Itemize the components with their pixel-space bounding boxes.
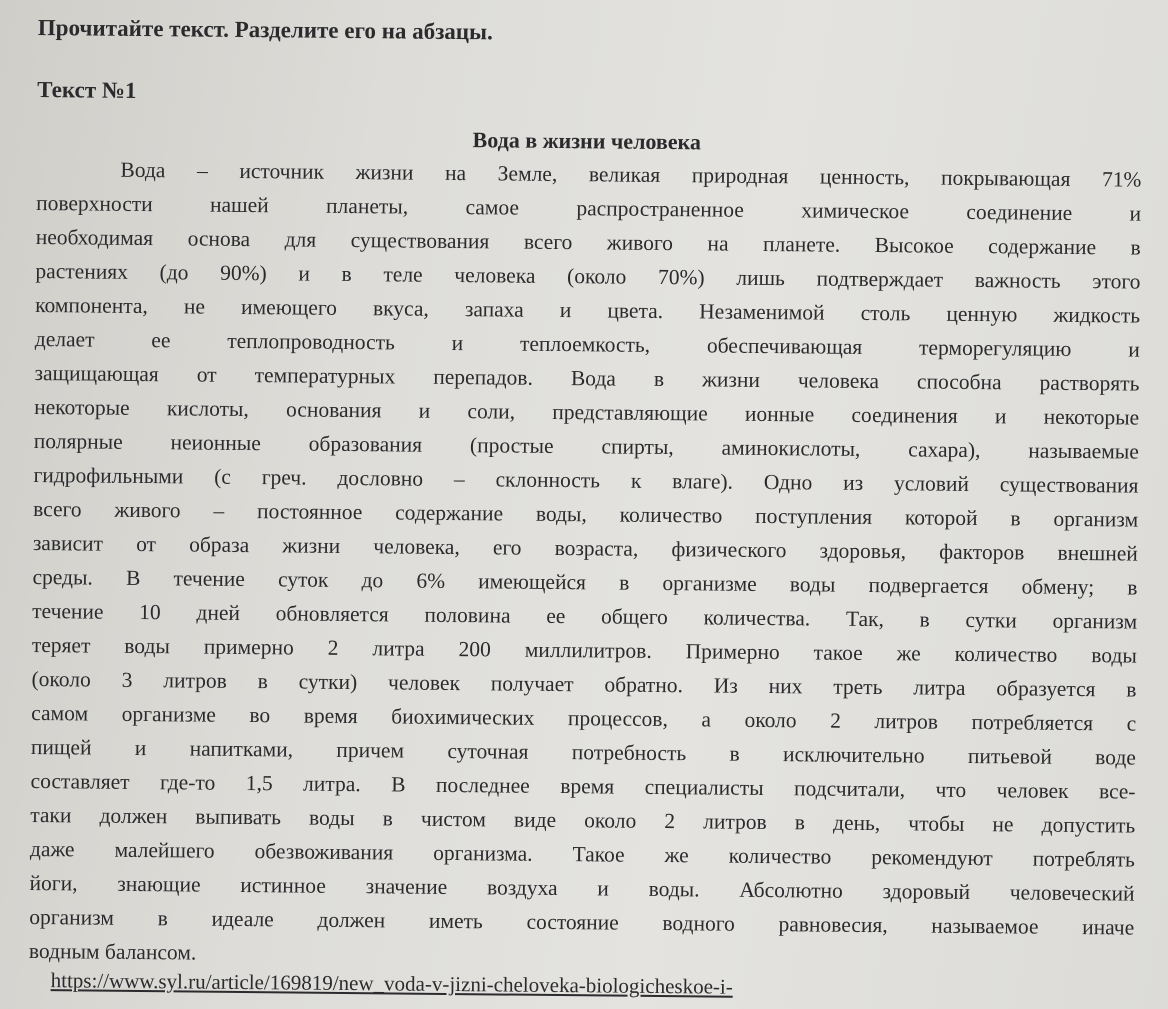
text-line: гидрофильными (с греч. дословно – склонность к влаге). Одно из условий существования [33, 462, 1139, 498]
text-line: Вода – источник жизни на Земле, великая природная ценность, покрывающая 71% [120, 157, 1142, 192]
text-number-label: Текст №1 [37, 76, 137, 103]
text-line: делает ее теплопроводность и теплоемкость, обеспечивающая терморегуляцию и [34, 326, 1140, 362]
document-page [28, 10, 1143, 999]
text-line: самом организме во время биохимических процессов, а около 2 литров потребляется с [31, 700, 1137, 736]
text-line: организм в идеале должен иметь состояние водного равновесия, называемое иначе [29, 904, 1135, 940]
text-line: всего живого – постоянное содержание воды, количество поступления которой в организм [33, 496, 1139, 532]
source-link[interactable]: https://www.syl.ru/article/169819/new_voda-v-jizni-cheloveka-biologicheskoe-i- [50, 968, 733, 999]
text-line: составляет где-то 1,5 литра. В последнее время специалисты подсчитали, что человек все- [30, 768, 1136, 804]
text-line: растениях (до 90%) и в теле человека (около 70%) лишь подтверждает важность этого [35, 258, 1141, 294]
text-line: компонента, не имеющего вкуса, запаха и цвета. Незаменимой столь ценную жидкость [35, 292, 1141, 328]
text-line: течение 10 дней обновляется половина ее общего количества. Так, в сутки организм [32, 598, 1138, 634]
text-title: Вода в жизни человека [472, 127, 702, 155]
text-line: некоторые кислоты, основания и соли, представляющие ионные соединения и некоторые [34, 394, 1140, 430]
text-line: теряет воды примерно 2 литра 200 миллилитров. Примерно такое же количество воды [31, 632, 1137, 668]
text-line: зависит от образа жизни человека, его возраста, физического здоровья, факторов внешней [32, 530, 1138, 566]
text-line: йоги, знающие истинное значение воздуха и воды. Абсолютно здоровый человеческий [29, 870, 1135, 906]
text-line: среды. В течение суток до 6% имеющейся в организме воды подвергается обмену; в [32, 564, 1138, 600]
text-line: пищей и напитками, причем суточная потребность в исключительно питьевой воде [30, 734, 1136, 770]
text-line: водным балансом. [28, 938, 197, 965]
text-line: таки должен выпивать воды в чистом виде около 2 литров в день, чтобы не допустить [30, 802, 1136, 838]
text-line: (около 3 литров в сутки) человек получает обратно. Из них треть литра образуется в [31, 666, 1137, 702]
text-line: полярные неионные образования (простые спирты, аминокислоты, сахара), называемые [33, 428, 1139, 464]
text-line: поверхности нашей планеты, самое распространенное химическое соединение и [36, 190, 1142, 226]
text-body [29, 152, 1142, 979]
task-instruction: Прочитайте текст. Разделите его на абзацы. [37, 14, 493, 45]
text-line: защищающая от температурных перепадов. Вода в жизни человека способна растворять [34, 360, 1140, 396]
text-line: необходимая основа для существования всего живого на планете. Высокое содержание в [35, 224, 1141, 260]
text-line: даже малейшего обезвоживания организма. Такое же количество рекомендуют потреблять [29, 836, 1136, 872]
